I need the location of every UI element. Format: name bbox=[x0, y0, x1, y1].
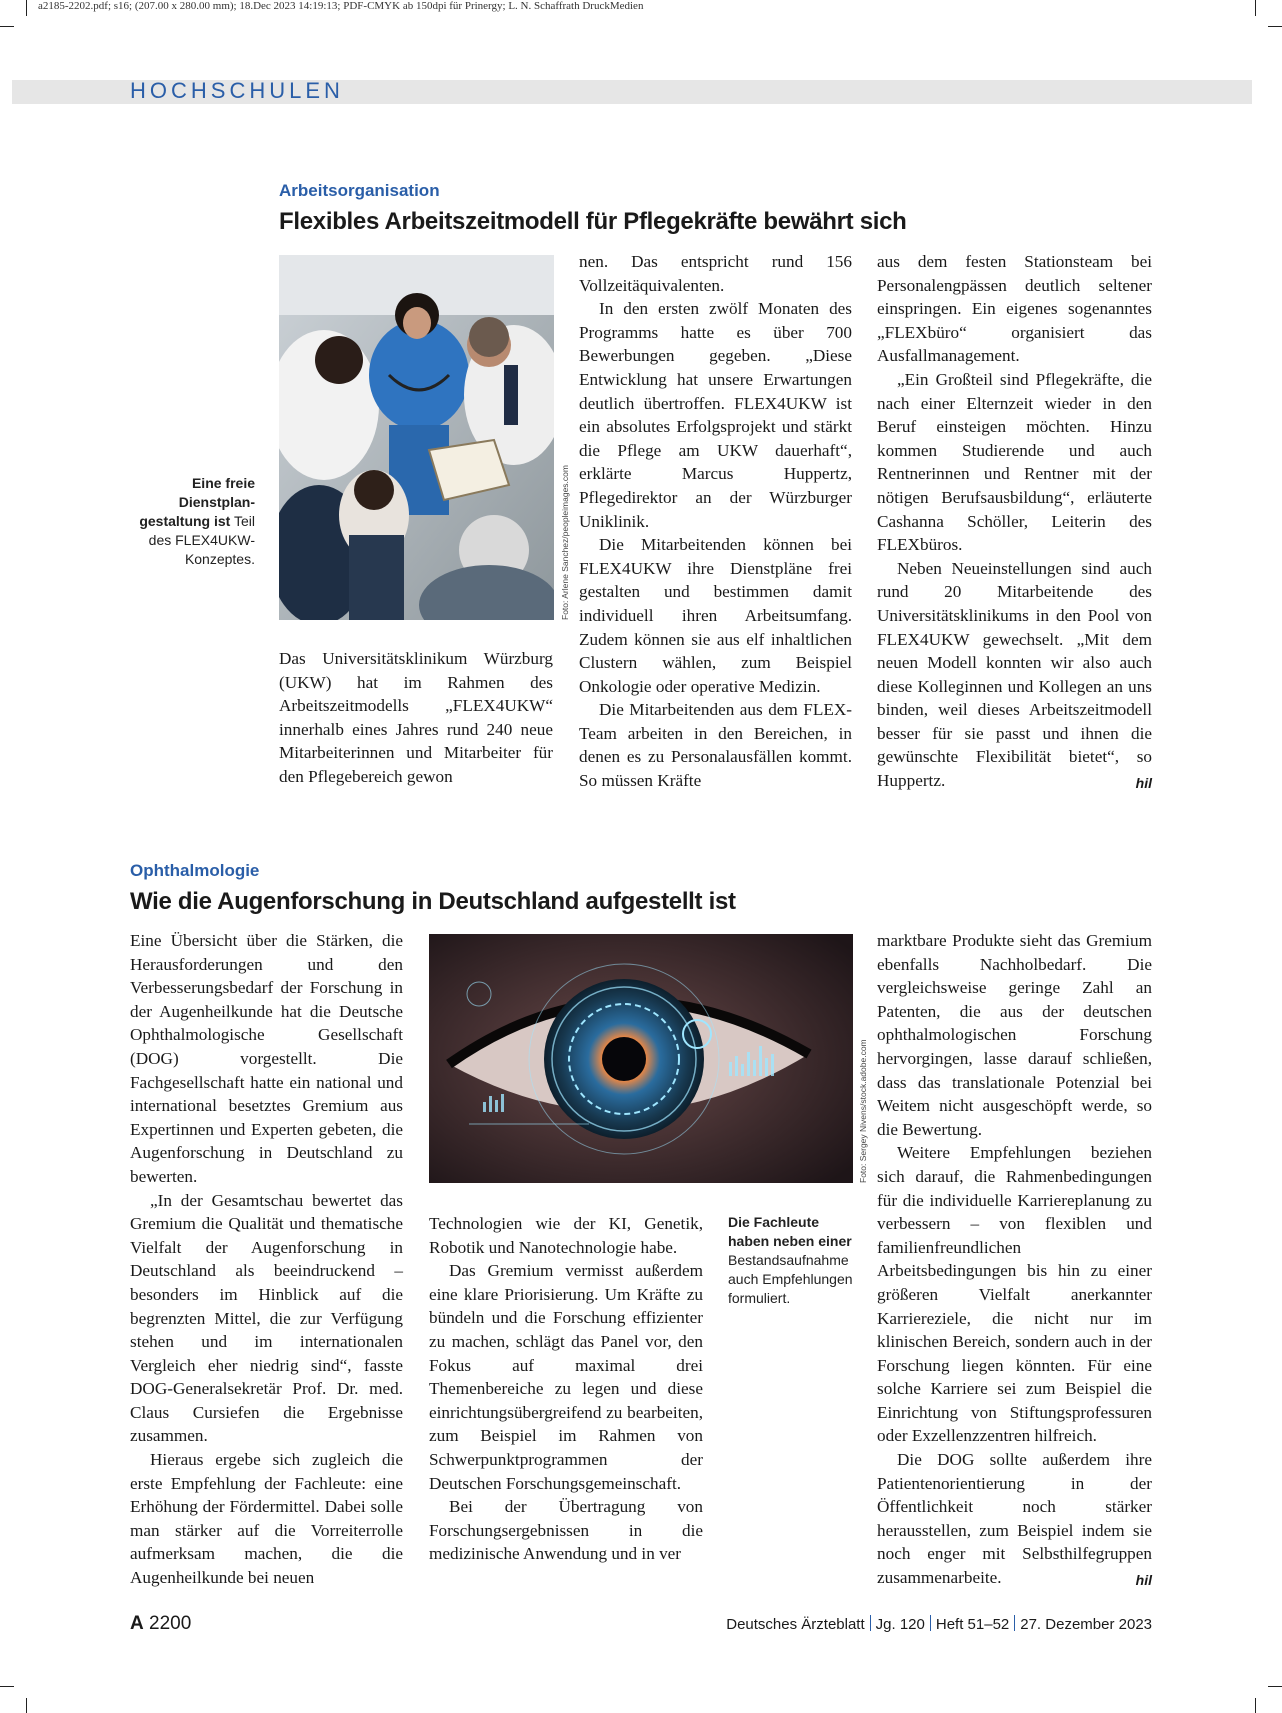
caption-text: Bestandsaufnahme auch Empfehlungen formuliert. bbox=[728, 1252, 853, 1306]
article2-column-1 bbox=[130, 929, 403, 1590]
article1-caption bbox=[128, 474, 255, 569]
paragraph: Die Mitarbeitenden aus dem FLEX-Team arbeiten in den Bereichen, in denen es zu Personalausfällen kommt. So müssen Kräfte bbox=[579, 700, 852, 791]
page-prefix: A bbox=[130, 1613, 144, 1634]
journal-volume: Jg. 120 bbox=[875, 1616, 925, 1633]
paragraph: Weitere Empfehlungen beziehen sich darauf, die Rahmenbedingungen für die individuelle Karriereplanung zu verbessern – von flexiblen und familienfreundlichen Arbeitsbedingungen bis hin zu einer größeren Vielfalt anerkannter Karriereziele, die nicht nur im klinischen Bereich, sondern auch in der Forschung liegen könnten. Für eine solche Karriere sei zum Beispiel die Einrichtung von Stiftungsprofessuren oder Exzellenzzentren hilfreich. bbox=[877, 1143, 1152, 1446]
author-tag: hil bbox=[1135, 1572, 1152, 1589]
page-number bbox=[130, 1613, 191, 1635]
article2-photo bbox=[429, 934, 853, 1183]
paragraph: Das Universitätsklinikum Würzburg (UKW) hat im Rahmen des Arbeitszeitmodells „FLEX4UKW“ innerhalb eines Jahres rund 240 neue Mitarbeiterinnen und Mitarbeiter für den Pflegebereich gewon bbox=[279, 649, 553, 786]
article1-column-1 bbox=[279, 647, 553, 789]
separator bbox=[1014, 1615, 1015, 1631]
journal-date: 27. Dezember 2023 bbox=[1020, 1616, 1152, 1633]
eye-photo bbox=[429, 934, 853, 1183]
paragraph: marktbare Produkte sieht das Gremium ebenfalls Nachholbedarf. Die vergleichsweise geringe Zahl an Patenten, die aus der deutschen ophthalmologischen Forschung hervorgingen, lasse darauf schließen, dass das translationale Potenzial bei Weitem nicht ausgeschöpft werde, so die Bewertung. bbox=[877, 931, 1152, 1139]
caption-bold: Die Fachleute haben neben einer bbox=[728, 1214, 852, 1249]
crop-mark bbox=[1255, 0, 1256, 16]
caption-bold: Eine freie Dienstplangestaltung ist bbox=[139, 475, 255, 529]
article2-headline: Wie die Augenforschung in Deutschland aufgestellt ist bbox=[130, 888, 736, 915]
paragraph bbox=[877, 1448, 1152, 1590]
separator bbox=[870, 1615, 871, 1631]
paragraph: nen. Das entspricht rund 156 Vollzeitäquivalenten. bbox=[579, 252, 852, 295]
article2-column-2 bbox=[429, 1212, 703, 1566]
separator bbox=[930, 1615, 931, 1631]
article2-kicker: Ophthalmologie bbox=[130, 861, 260, 880]
crop-mark bbox=[1268, 1686, 1282, 1687]
article2-column-3 bbox=[877, 929, 1152, 1593]
journal-name: Deutsches Ärzteblatt bbox=[726, 1616, 865, 1633]
nurses-photo bbox=[279, 255, 554, 620]
paragraph: Bei der Übertragung von Forschungsergebnissen in die medizinische Anwendung und in ver bbox=[429, 1497, 703, 1564]
crop-mark bbox=[26, 0, 27, 16]
author-tag: hil bbox=[1135, 775, 1152, 792]
journal-info bbox=[726, 1615, 1152, 1633]
paragraph: aus dem festen Stationsteam bei Personalengpässen deutlich seltener einspringen. Ein eigenes sogenanntes „FLEXbüro“ organisiert das Ausfallmanagement. bbox=[877, 252, 1152, 366]
paragraph: Technologien wie der KI, Genetik, Robotik und Nanotechnologie habe. bbox=[429, 1214, 703, 1257]
article1-kicker: Arbeitsorganisation bbox=[279, 181, 440, 200]
paragraph-text: Neben Neueinstellungen sind auch rund 20 Mitarbeitende des Universitätsklinikums in den Pool von FLEX4UKW gewechselt. „Mit dem neuen Modell konnten wir also auch diese Kolleginnen und Kollegen an uns binden, weil dieses Arbeitszeitmodell besser für sie passt und ihnen die gewünschte Flexibilität bietet“, so Huppertz. bbox=[877, 558, 1152, 791]
article1-column-3 bbox=[877, 250, 1152, 796]
section-label: HOCHSCHULEN bbox=[130, 78, 344, 103]
paragraph: Das Gremium vermisst außerdem eine klare Priorisierung. Um Kräfte zu bündeln und die Forschung effizienter zu machen, schlägt das Panel vor, den Fokus auf maximal drei Themenbereiche zu legen und diese einrichtungsübergreifend zu bearbeiten, zum Beispiel im Rahmen von Schwerpunktprogrammen der Deutschen Forschungsgemeinschaft. bbox=[429, 1261, 703, 1493]
paragraph: Eine Übersicht über die Stärken, die Herausforderungen und den Verbesserungsbedarf der Forschung in der Augenheilkunde hat die Deutsche Ophthalmologische Gesellschaft (DOG) vorgestellt. Die Fachgesellschaft hatte ein national und international besetztes Gremium aus Expertinnen und Experten gebeten, die Augenforschung in Deutschland zu bewerten. bbox=[130, 931, 403, 1186]
caption-text: Teil des FLEX4UKW-Konzeptes. bbox=[148, 513, 255, 567]
crop-mark bbox=[1255, 1698, 1256, 1713]
paragraph: Hieraus ergebe sich zugleich die erste Empfehlung der Fachleute: eine Erhöhung der Fördermittel. Dabei solle man stärker auf die Vorreiterrolle aufmerksam machen, die die Augenheilkunde bei neuen bbox=[130, 1450, 403, 1588]
print-info: a2185-2202.pdf; s16; (207.00 x 280.00 mm); 18.Dec 2023 14:19:13; PDF-CMYK ab 150dpi für Prinergy; L. N. Schaffrath DruckMedien bbox=[38, 0, 644, 12]
paragraph: „In der Gesamtschau bewertet das Gremium die Qualität und thematische Vielfalt der Augenforschung in Deutschland als beeindruckend – besonders im Hinblick auf die begrenzten Mittel, die zur Verfügung stehen und im internationalen Vergleich eher niedrig sind“, fasste DOG-Generalsekretär Prof. Dr. med. Claus Cursiefen die Ergebnisse zusammen. bbox=[130, 1190, 403, 1446]
crop-mark bbox=[26, 1698, 27, 1713]
journal-issue: Heft 51–52 bbox=[935, 1616, 1010, 1633]
paragraph bbox=[877, 557, 1152, 793]
crop-mark bbox=[0, 1686, 14, 1687]
paragraph: „Ein Großteil sind Pflegekräfte, die nach einer Elternzeit wieder in den Beruf einsteigen möchten. Hinzu kommen Studierende und auch Rentnerinnen und Rentner mit der nötigen Berufsausbildung“, erläuterte Cashanna Schöller, Leiterin des FLEXbüros. bbox=[877, 369, 1152, 555]
crop-mark bbox=[1268, 26, 1282, 27]
article2-photo-credit: Foto: Sergey Nivens/stock.adobe.com bbox=[858, 1039, 868, 1183]
article1-column-2 bbox=[579, 250, 852, 793]
paragraph: In den ersten zwölf Monaten des Programms hatte es über 700 Bewerbungen gegeben. „Diese Entwicklung hat unsere Erwartungen deutlich übertroffen. FLEX4UKW ist ein absolutes Erfolgsprojekt und stärkt die Pflege am UKW dauerhaft“, erklärte Marcus Huppertz, Pflegedirektor an der Würzburger Uniklinik. bbox=[579, 299, 852, 531]
article1-headline: Flexibles Arbeitszeitmodell für Pflegekräfte bewährt sich bbox=[279, 208, 907, 235]
crop-mark bbox=[0, 26, 14, 27]
paragraph-text: Die DOG sollte außerdem ihre Patientenorientierung in der Öffentlichkeit noch stärker herausstellen, zum Beispiel indem sie noch enger mit Selbsthilfegruppen zusammenarbeite. bbox=[877, 1450, 1152, 1588]
page-number-value: 2200 bbox=[149, 1613, 192, 1634]
article1-photo bbox=[279, 255, 554, 620]
article1-photo-credit: Foto: Arlene Sanchez/peopleimages.com bbox=[560, 465, 570, 620]
paragraph: Die Mitarbeitenden können bei FLEX4UKW ihre Dienstpläne frei gestalten und bestimmen damit individuell ihren Arbeitsumfang. Zudem können sie aus elf inhaltlichen Clustern wählen, zum Beispiel Onkologie oder operative Medizin. bbox=[579, 535, 852, 696]
article2-caption bbox=[728, 1213, 853, 1308]
